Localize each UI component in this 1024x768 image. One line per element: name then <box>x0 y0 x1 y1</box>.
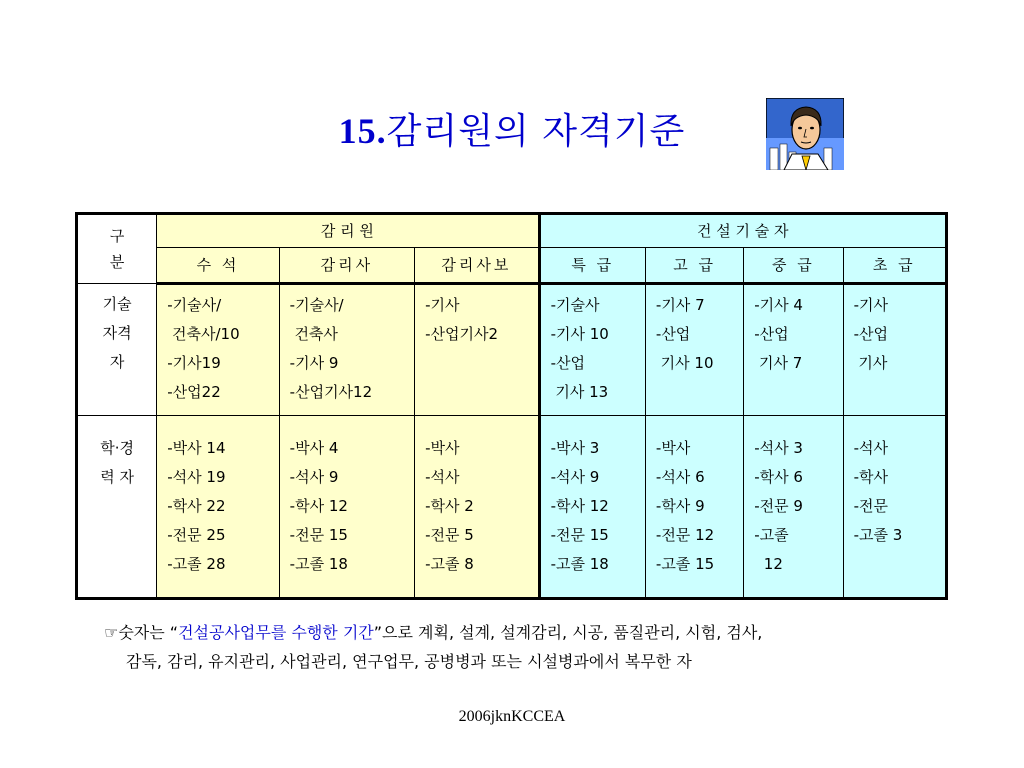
subheader-beginner: 초 급 <box>843 248 946 284</box>
cell-line: -고졸 3 <box>853 526 903 544</box>
page-title <box>0 106 1024 157</box>
engineer-group-header: 건 설 기 술 자 <box>539 214 946 248</box>
cell-line: -전문 25 <box>167 526 226 544</box>
table-cell <box>279 284 414 416</box>
cell-line: -고졸 18 <box>550 555 609 573</box>
cell-line: -전문 5 <box>425 526 474 544</box>
cell-line: -전문 <box>853 497 888 515</box>
cell-line: 기사 13 <box>550 383 609 401</box>
row-label-education: 학·경 력 자 <box>77 416 157 599</box>
cell-line: 건축사 <box>289 325 338 343</box>
cell-line: -전문 12 <box>655 526 715 544</box>
table-cell <box>744 416 843 599</box>
cell-line: 기사 <box>853 354 888 372</box>
cell-line: -산업22 <box>167 383 221 401</box>
cell-line: -산업 <box>754 325 789 343</box>
cell-line: -학사 <box>853 468 888 486</box>
cell-line: -석사 9 <box>289 468 339 486</box>
cell-line: -산업기사12 <box>289 383 373 401</box>
title-number: 15. <box>338 111 387 151</box>
cell-line: -석사 <box>853 439 888 457</box>
footnote <box>104 618 984 676</box>
cell-line: -산업 <box>550 354 585 372</box>
cell-line: -기사 <box>425 296 460 314</box>
cell-line: -고졸 <box>754 526 789 544</box>
cell-line: -박사 4 <box>289 439 339 457</box>
subheader-chief: 수 석 <box>157 248 279 284</box>
footer-text: 2006jknKCCEA <box>458 708 566 725</box>
cell-line: -학사 2 <box>425 497 474 515</box>
cell-line: -학사 22 <box>167 497 226 515</box>
cell-line: -전문 9 <box>754 497 803 515</box>
row-label-license: 기술 자격 자 <box>77 284 157 416</box>
table-cell <box>539 416 645 599</box>
cell-line: -박사 <box>425 439 460 457</box>
cell-line: -기사 <box>853 296 888 314</box>
table-cell <box>415 416 539 599</box>
cell-line: 건축사/10 <box>167 325 240 343</box>
table-cell <box>157 284 279 416</box>
table-cell <box>645 284 743 416</box>
cell-line: -기사 10 <box>550 325 609 343</box>
subheader-advanced: 고 급 <box>645 248 743 284</box>
category-header: 구 분 <box>77 214 157 284</box>
table-cell <box>539 284 645 416</box>
footnote-highlight: 건설공사업무를 수행한 기간 <box>178 623 374 642</box>
cell-line: -고졸 18 <box>289 555 348 573</box>
cell-line: -학사 12 <box>550 497 609 515</box>
supervisor-group-header: 감 리 원 <box>157 214 539 248</box>
table-cell <box>843 284 946 416</box>
table-cell <box>843 416 946 599</box>
subheader-special: 특 급 <box>539 248 645 284</box>
cell-line: -박사 <box>655 439 691 457</box>
footnote-prefix: ☞숫자는 “ <box>104 623 179 642</box>
businessman-avatar-icon <box>766 98 844 170</box>
cell-line: -전문 15 <box>289 526 348 544</box>
cell-line: -기술사/ <box>289 296 344 314</box>
table-cell <box>645 416 743 599</box>
table-cell <box>744 284 843 416</box>
cell-line: 12 <box>754 555 783 573</box>
cell-line: -산업 <box>853 325 888 343</box>
cell-line: -석사 19 <box>167 468 226 486</box>
cell-line: -고졸 15 <box>655 555 715 573</box>
cell-line: -전문 15 <box>550 526 609 544</box>
footnote-line2: 감독, 감리, 유지관리, 사업관리, 연구업무, 공병병과 또는 시설병과에서 복무한 자 <box>126 652 692 671</box>
cell-line: -기사 7 <box>655 296 705 314</box>
cell-line: -학사 6 <box>754 468 803 486</box>
cell-line: -학사 12 <box>289 497 348 515</box>
table-row <box>77 416 947 599</box>
cell-line: -기사 4 <box>754 296 803 314</box>
cell-line: -기술사 <box>550 296 600 314</box>
cell-line: -석사 6 <box>655 468 705 486</box>
cell-line: -기사19 <box>167 354 221 372</box>
title-text: 감리원의 자격기준 <box>386 111 686 152</box>
cell-line: -학사 9 <box>655 497 705 515</box>
subheader-assistant: 감리사보 <box>415 248 539 284</box>
cell-line: -석사 <box>425 468 460 486</box>
cell-line: -고졸 28 <box>167 555 226 573</box>
cell-line: -박사 3 <box>550 439 600 457</box>
qualification-table <box>75 212 948 600</box>
footnote-line1-suffix: ”으로 계획, 설계, 설계감리, 시공, 품질관리, 시험, 검사, <box>373 623 763 642</box>
subheader-supervisor: 감리사 <box>279 248 414 284</box>
cell-line: -산업기사2 <box>425 325 499 343</box>
table-cell <box>415 284 539 416</box>
subheader-intermediate: 중 급 <box>744 248 843 284</box>
cell-line: -박사 14 <box>167 439 226 457</box>
cell-line: -기사 9 <box>289 354 339 372</box>
cell-line: 기사 7 <box>754 354 803 372</box>
cell-line: -기술사/ <box>167 296 222 314</box>
cell-line: -석사 3 <box>754 439 803 457</box>
cell-line: -석사 9 <box>550 468 600 486</box>
cell-line: 기사 10 <box>655 354 714 372</box>
cell-line: -고졸 8 <box>425 555 474 573</box>
table-row <box>77 284 947 416</box>
table-cell <box>279 416 414 599</box>
cell-line: -산업 <box>655 325 691 343</box>
table-cell <box>157 416 279 599</box>
